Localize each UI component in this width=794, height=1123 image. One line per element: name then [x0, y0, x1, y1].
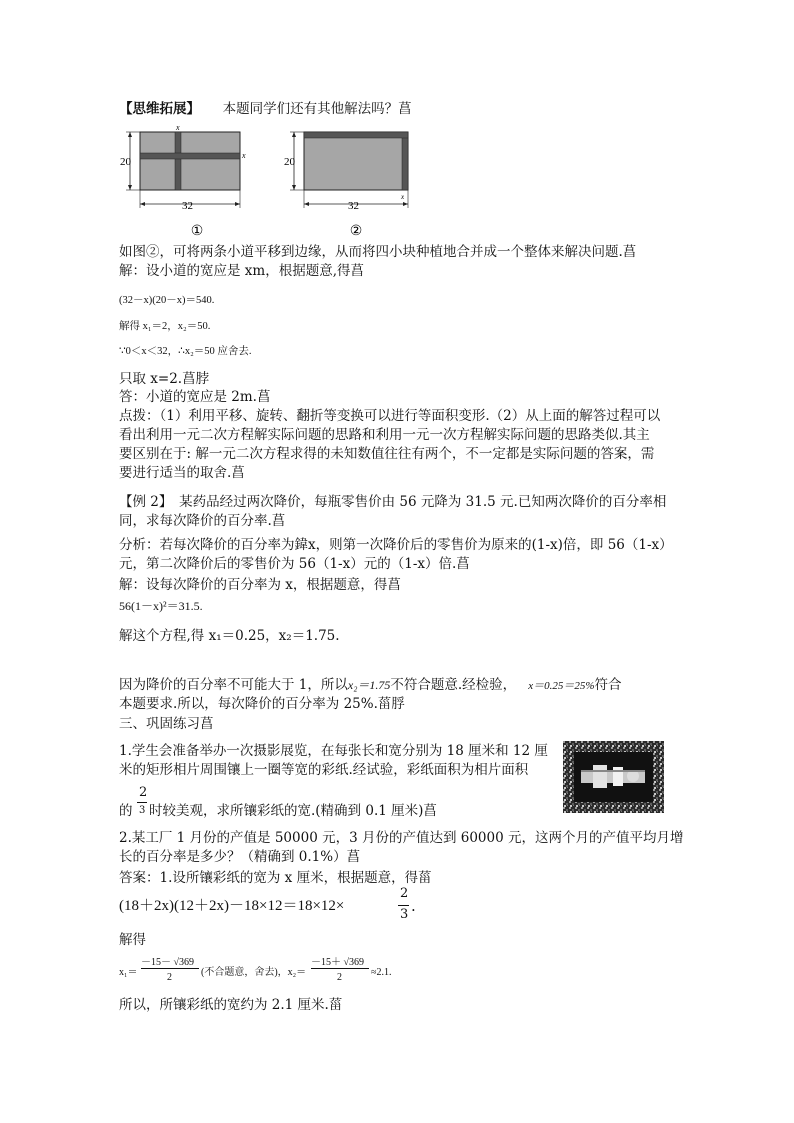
paragraph: 因为降价的百分率不可能大于 1，所以x₂＝1.75不符合题意.经检验， x＝0.25＝25%符合: [119, 677, 622, 693]
top-x-label: x: [176, 123, 180, 132]
paragraph: 元，第二次降价后的零售价为 56（1-x）元的（1-x）倍.菖: [119, 556, 470, 572]
paragraph: 要进行适当的取舍.菖: [119, 465, 245, 481]
right-x-label: x: [242, 151, 246, 160]
horizontal-path: [140, 153, 240, 159]
vertical-path: [175, 132, 181, 190]
equation: (32－x)(20－x)＝540.: [119, 295, 215, 306]
fraction-denominator: 3: [139, 805, 146, 816]
field-rect: [304, 132, 408, 190]
paragraph: 所以，所镶彩纸的宽约为 2.1 厘米.菑: [119, 997, 343, 1013]
moved-horizontal-path: [304, 132, 408, 138]
paragraph: 解：设小道的宽应是 xm，根据题意,得菖: [119, 263, 364, 279]
inline-math: x₂＝1.75: [347, 678, 391, 692]
paragraph: 点拨：（1）利用平移、旋转、翻折等变换可以进行等面积变形.（2）从上面的解答过程可以: [119, 408, 661, 424]
figure-caption: ①: [190, 224, 204, 239]
figure-caption: ②: [349, 224, 363, 239]
inline-math: x＝0.25＝25%: [528, 680, 595, 692]
moved-vertical-path: [402, 132, 408, 190]
paragraph: 如图②，可将两条小道平移到边缘，从而将四小块种植地合并成一个整体来解决问题.菖: [119, 244, 637, 260]
exercise-line: 2.某工厂 1 月份的产值是 50000 元，3 月份的产值达到 60000 元，这两个月的产值平均月增: [119, 830, 684, 846]
paragraph: 分析：若每次降价的百分率为鍏x，则第一次降价后的零售价为原来的(1-x)倍，即 56（1-x）: [119, 537, 673, 553]
example-heading: 【例 2】 某药品经过两次降价，每瓶零售价由 56 元降为 31.5 元.已知两次降价的百分率相: [119, 494, 667, 510]
exercise-line: 1.学生会准备举办一次摄影展览，在每张长和宽分别为 18 厘米和 12 厘: [119, 743, 548, 759]
fraction-numerator: 2: [400, 886, 409, 901]
answer-line: 答案：1.设所镶彩纸的宽为 x 厘米，根据题意，得菑: [119, 870, 432, 886]
section-heading: [119, 100, 412, 118]
paragraph: 解这个方程,得 x₁＝0.25，x₂＝1.75.: [119, 628, 340, 644]
paragraph: 解：设每次降价的百分率为 x，根据题意，得菖: [119, 577, 401, 593]
field-rect: [140, 132, 240, 190]
paragraph: 解得: [119, 932, 146, 948]
height-label: 20: [120, 156, 131, 168]
paragraph: 看出利用一元二次方程解实际问题的思路和利用一元一次方程解实际问题的思路类似.其主: [119, 427, 650, 443]
paragraph: 只取 x=2.菖脖: [119, 371, 210, 387]
fraction-numerator: 2: [139, 785, 148, 800]
equation: ∵0＜x＜32，∴x₂＝50 应舍去.: [119, 346, 252, 357]
equation: 解得 x₁＝2，x₂＝50.: [119, 321, 211, 332]
fraction-denominator: 3: [400, 907, 409, 922]
equation: 56(1－x)²＝31.5.: [119, 599, 203, 613]
exercise-line: 长的百分率是多少？（精确到 0.1%）菖: [119, 849, 361, 865]
section-heading: 三、巩固练习菖: [119, 716, 214, 732]
width-label: 32: [182, 200, 193, 212]
section-title: 【思维拓展】: [119, 101, 200, 117]
width-label: 32: [348, 200, 359, 212]
fraction-denominator: 2: [337, 972, 342, 983]
fraction-numerator: －15＋ √369: [311, 957, 364, 968]
right-x-label: x: [401, 193, 405, 201]
figure-one: [118, 122, 268, 240]
fraction-denominator: 2: [167, 972, 172, 983]
section-question: 本题同学们还有其他解法吗？菖: [222, 101, 412, 117]
paragraph: 同，求每次降价的百分率.菖: [119, 513, 286, 529]
fraction-numerator: －15－ √369: [141, 957, 194, 968]
paragraph: 要区别在于: 解一元二次方程求得的未知数值往往有两个，不一定都是实际问题的答案，需: [119, 446, 655, 462]
height-label: 20: [284, 156, 295, 168]
photo-image: [563, 741, 664, 813]
figure-two: [284, 122, 424, 240]
paragraph: 答：小道的宽应是 2m.菖: [119, 389, 271, 405]
paragraph: 本题要求.所以，每次降价的百分率为 25%.菑脬: [119, 696, 405, 712]
exercise-line: 米的矩形相片周围镶上一圈等宽的彩纸.经试验，彩纸面积为相片面积: [119, 762, 529, 778]
